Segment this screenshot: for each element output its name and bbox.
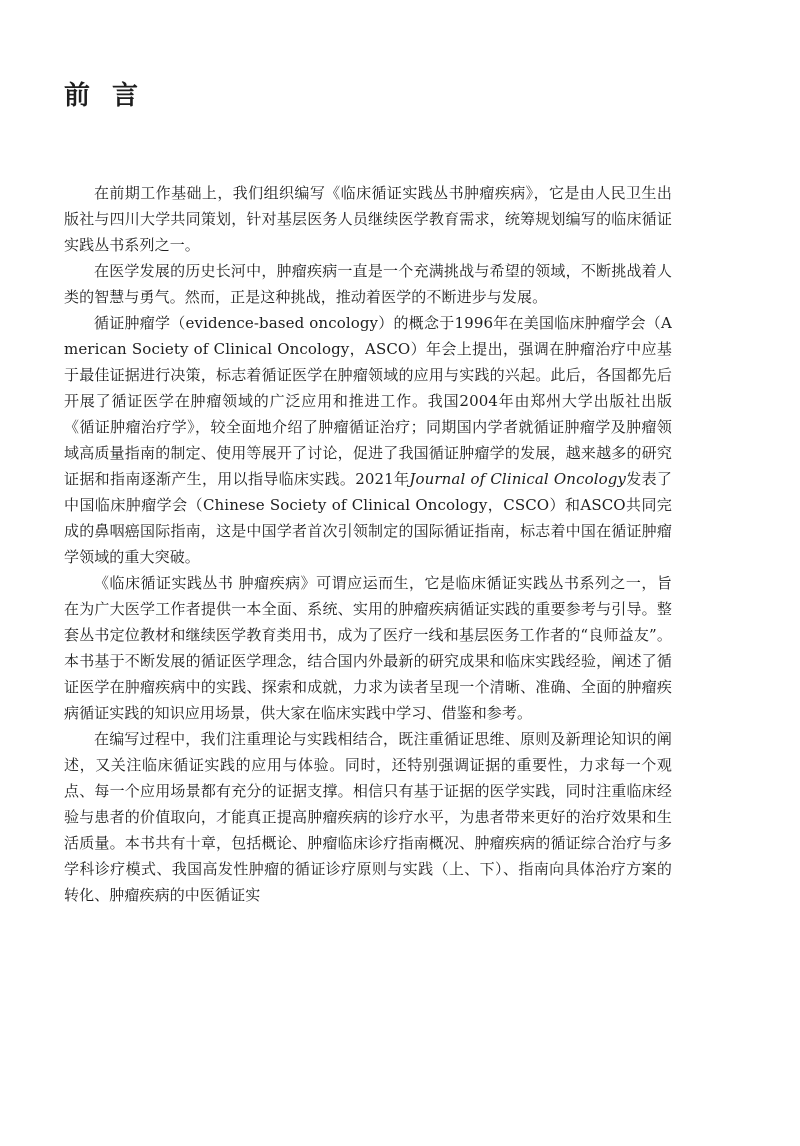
journal-title: Journal of Clinical Oncology <box>409 470 627 488</box>
paragraph-4: 《临床循证实践丛书 肿瘤疾病》可谓应运而生，它是临床循证实践丛书系列之一，旨在为广大医学工作者提供一本全面、系统、实用的肿瘤疾病循证实践的重要参考与引导。整套丛书定位教材和继续医学教育类用书，成为了医疗一线和基层医务工作者的“良师益友”。本书基于不断发展的循证医学理念，结合国内外最新的研究成果和临床实践经验，阐述了循证医学在肿瘤疾病中的实践、探索和成就，力求为读者呈现一个清晰、准确、全面的肿瘤疾病循证实践的知识应用场景，供大家在临床实践中学习、借鉴和参考。 <box>64 574 672 722</box>
preface-body <box>64 180 672 908</box>
paragraph-5: 在编写过程中，我们注重理论与实践相结合，既注重循证思维、原则及新理论知识的阐述，又关注临床循证实践的应用与体验。同时，还特别强调证据的重要性，力求每一个观点、每一个应用场景都有充分的证据支撑。相信只有基于证据的医学实践，同时注重临床经验与患者的价值取向，才能真正提高肿瘤疾病的诊疗水平，为患者带来更好的治疗效果和生活质量。本书共有十章，包括概论、肿瘤临床诊疗指南概况、肿瘤疾病的循证综合治疗与多学科诊疗模式、我国高发性肿瘤的循证诊疗原则与实践（上、下）、指南向具体治疗方案的转化、肿瘤疾病的中医循证实 <box>64 730 672 904</box>
paragraph-3-part-b: 发表了中国临床肿瘤学会（Chinese Society of Clinical Oncology，CSCO）和ASCO共同完成的鼻咽癌国际指南，这是中国学者首次引领制定的国际循证指南，标志着中国在循证肿瘤学领域的重大突破。 <box>64 470 673 566</box>
paragraph-3 <box>64 310 672 570</box>
page-title: 前言 <box>64 81 161 111</box>
paragraph-3-part-a: 循证肿瘤学（evidence-based oncology）的概念于1996年在美国临床肿瘤学会（American Society of Clinical Oncology，ASCO）年会上提出，强调在肿瘤治疗中应基于最佳证据进行决策，标志着循证医学在肿瘤领域的应用与实践的兴起。此后，各国都先后开展了循证医学在肿瘤领域的广泛应用和推进工作。我国2004年由郑州大学出版社出版《循证肿瘤治疗学》，较全面地介绍了肿瘤循证治疗；同期国内学者就循证肿瘤学及肿瘤领域高质量指南的制定、使用等展开了讨论，促进了我国循证肿瘤学的发展，越来越多的研究证据和指南逐渐产生，用以指导临床实践。2021年 <box>64 314 672 488</box>
paragraph-2: 在医学发展的历史长河中，肿瘤疾病一直是一个充满挑战与希望的领域，不断挑战着人类的智慧与勇气。然而，正是这种挑战，推动着医学的不断进步与发展。 <box>64 262 672 306</box>
paragraph-1: 在前期工作基础上，我们组织编写《临床循证实践丛书肿瘤疾病》，它是由人民卫生出版社与四川大学共同策划，针对基层医务人员继续医学教育需求，统筹规划编写的临床循证实践丛书系列之一。 <box>64 184 672 254</box>
